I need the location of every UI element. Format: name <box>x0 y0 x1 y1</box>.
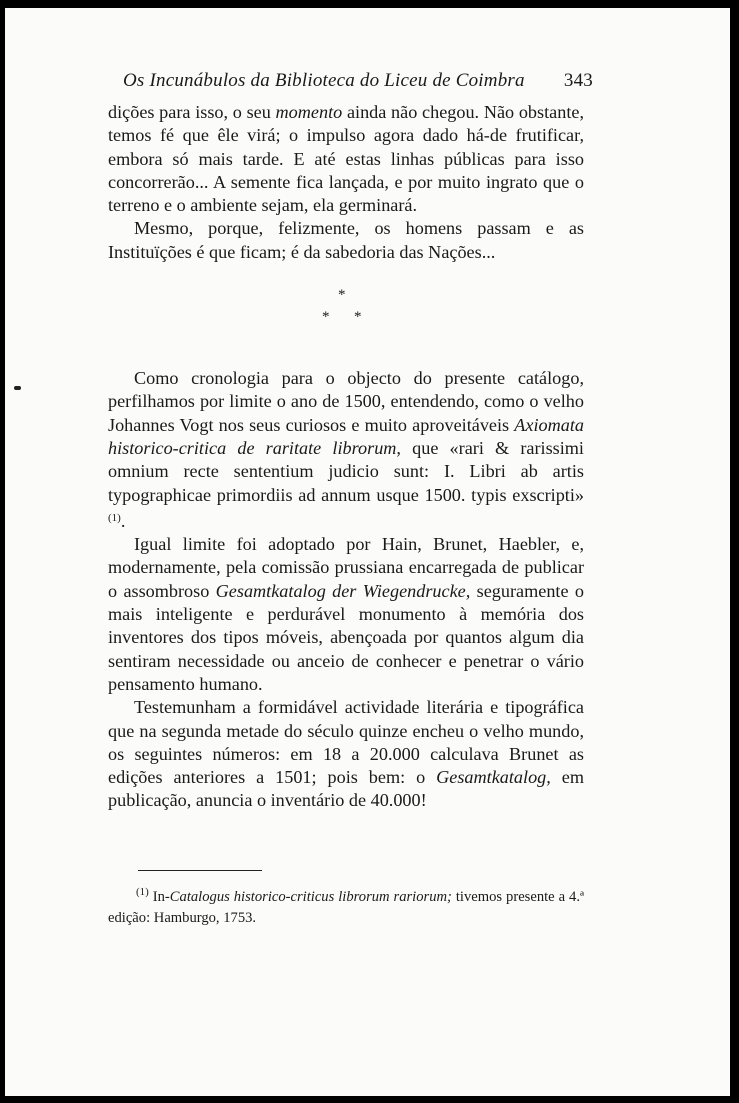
paragraph-4 <box>108 533 584 696</box>
italic-run: Axiomata historico-critica de raritate librorum, <box>108 414 584 458</box>
paragraph-5 <box>108 696 584 812</box>
text-run: ainda não chegou. Não obstante, temos fé que êle virá; o impulso agora dado há-de frutificar, embora só mais tarde. E até estas linhas públicas para isso concorrerão... A semente fica lançada, e por muito ingrato que o terreno e o ambiente sejam, ela germinará. <box>108 102 584 216</box>
paragraph-2: Mesmo, porque, felizmente, os homens passam e as Instituïções é que ficam; é da sabedoria das Nações... <box>108 218 584 262</box>
section-separator <box>108 288 584 334</box>
text-run: Igual limite foi adoptado por Hain, Brunet, Haebler, e, modernamente, pela comissão prussiana encarregada de publicar o assombroso <box>108 534 584 601</box>
asterism-star: * <box>338 287 346 304</box>
text-run: tivemos presente a 4.ª edição: Hamburgo, 1753. <box>108 889 584 926</box>
text-run: que «rari & rarissimi omnium recte sententium judicio sunt: I. Libri ab artis typographicae primordiis ad annum usque 1500. typis exscripti» <box>108 437 584 505</box>
italic-run: Gesamtkatalog der Wiegendrucke, <box>215 580 471 601</box>
footnote-marker: (1) <box>136 886 149 898</box>
page-number: 343 <box>563 70 593 91</box>
text-run: Testemunham a formidável actividade literária e tipográfica que na segunda metade do século quinze encheu o velho mundo, os seguintes números: em 18 a 20.000 calculava Brunet as edições anteriores a 1501; pois bem: o <box>108 697 584 788</box>
text-run: dições para isso, o seu <box>108 102 276 122</box>
footnote-rule <box>138 870 262 871</box>
italic-run: momento <box>275 102 343 122</box>
body-text <box>108 101 584 813</box>
paragraph-1 <box>108 101 584 217</box>
text-run: In- <box>148 889 170 905</box>
asterism-star: * <box>354 309 362 326</box>
text-run: Como cronologia para o objecto do presente catálogo, perfilhamos por limite o ano de 1500, entendendo, como o velho Johannes Vogt nos seus curiosos e muito aproveitáveis <box>108 368 584 435</box>
italic-run: Gesamtkatalog, <box>436 767 551 788</box>
paragraph-3 <box>108 367 584 533</box>
footnote-reference[interactable]: (1) <box>108 511 121 524</box>
text-run: . <box>120 510 126 531</box>
text-run: seguramente o mais inteligente e perdurável monumento à memória dos inventores dos tipos móveis, abençoada por quantos algum dia sentiram necessidade ou anceio de conhecer e penetrar o vário pensamento humano. <box>108 580 584 694</box>
margin-mark <box>14 386 21 390</box>
footnote-text <box>108 882 584 929</box>
footnote <box>108 882 584 929</box>
running-title: Os Incunábulos da Biblioteca do Liceu de Coimbra <box>123 70 525 91</box>
asterism-star: * <box>322 309 330 326</box>
italic-run: Catalogus historico-criticus librorum rariorum; <box>169 889 452 905</box>
text-run: em publicação, anuncia o inventário de 40.000! <box>108 767 584 811</box>
